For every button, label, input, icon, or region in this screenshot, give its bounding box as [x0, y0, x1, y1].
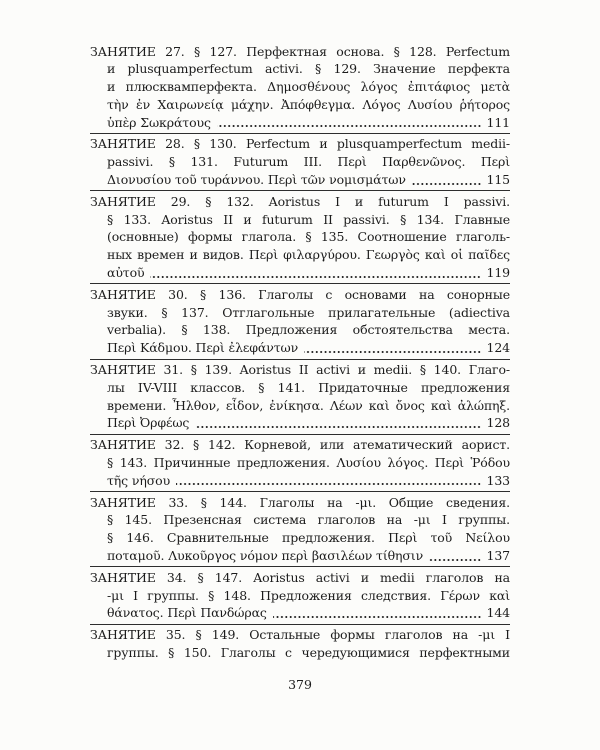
leader-dots — [304, 351, 481, 353]
toc-entry-last-text: Περὶ Κάδμου. Περὶ ἐλεφάντων — [107, 340, 299, 356]
toc-entry-line: -μι I группы. § 148. Предложения следствия. Γέρων καὶ — [107, 587, 510, 603]
toc-entry-heading-line: ЗАНЯТИЕ 27. § 127. Перфектная основа. § 128. Perfectum — [90, 43, 510, 59]
toc-entry-line: § 146. Сравнительные предложения. Περὶ τοῦ Νείλου — [107, 530, 510, 546]
page-reference: 119 — [486, 265, 510, 281]
toc-entry-line: времени. Ἦλθον, εἶδον, ἐνίκησα. Λέων καὶ ὄνος καὶ ἀλώπηξ. — [107, 397, 510, 413]
leader-dots — [429, 559, 481, 561]
toc-entry-heading-line: ЗАНЯТИЕ 31. § 139. Aoristus II activi и medii. § 140. Глаго- — [90, 362, 510, 378]
leader-dots — [412, 183, 482, 185]
toc-entry — [90, 625, 510, 664]
toc-entry-last-text: θάνατος. Περὶ Πανδώρας — [107, 605, 267, 621]
toc-entry — [90, 41, 510, 133]
leader-dots — [217, 125, 482, 127]
toc-entry-heading-line: ЗАНЯТИЕ 29. § 132. Aoristus I и futurum I passivi. — [90, 193, 510, 209]
page-reference: 128 — [486, 415, 510, 431]
toc-entry — [90, 360, 510, 434]
toc-entry-line: и плюсквамперфекта. Δημοσθένους λόγος ἐπιτάφιος μετὰ — [107, 79, 510, 95]
toc-entry-line: лы IV-VIII классов. § 141. Придаточные предложения — [107, 379, 510, 395]
toc-entry-last-line — [107, 171, 510, 189]
toc-entry-line: (основные) формы глагола. § 135. Соотношение глаголь- — [107, 229, 510, 245]
toc-entry-line: passivi. § 131. Futurum III. Περὶ Παρθενῶνος. Περὶ — [107, 154, 510, 170]
toc-entry-last-line — [107, 114, 510, 132]
toc-entry-line: ных времен и видов. Περὶ φιλαργύρου. Γεωργὸς καὶ οἱ παῖδες — [107, 247, 510, 263]
page-reference: 124 — [486, 340, 510, 356]
toc-entry-heading-line: ЗАНЯТИЕ 28. § 130. Perfectum и plusquamperfectum medii- — [90, 136, 510, 152]
toc-entry — [90, 435, 510, 491]
toc-entry-last-text: Διονυσίου τοῦ τυράννου. Περὶ τῶν νομισμάτων — [107, 172, 406, 188]
toc-entry-line: τὴν ἐν Χαιρωνείᾳ μάχην. Ἀπόφθεγμα. Λόγος Λυσίου ῥήτορος — [107, 96, 510, 112]
toc-entry-last-line — [107, 547, 510, 565]
toc-entry-line: и plusquamperfectum activi. § 129. Значение перфекта — [107, 61, 510, 77]
toc-entry-line: группы. § 150. Глаголы с чередующимися перфектными — [107, 645, 510, 660]
table-of-contents — [90, 41, 510, 663]
toc-entry-last-text: τῆς νήσου — [107, 472, 171, 488]
toc-entry-last-line — [107, 339, 510, 357]
leader-dots — [195, 426, 481, 428]
toc-entry-last-line — [107, 472, 510, 490]
toc-entry-line: § 133. Aoristus II и futurum II passivi. § 134. Главные — [107, 211, 510, 227]
page-reference: 144 — [486, 605, 510, 621]
toc-entry-last-line — [107, 264, 510, 282]
page-reference: 111 — [486, 114, 510, 130]
toc-entry — [90, 492, 510, 566]
leader-dots — [273, 616, 482, 618]
toc-entry-last-text: ὑπὲρ Σωκράτους — [107, 114, 211, 130]
toc-entry-last-text: Περὶ Ὀρφέως — [107, 415, 190, 431]
toc-entry-heading-line: ЗАНЯТИЕ 34. § 147. Aoristus activi и medii глаголов на — [90, 569, 510, 585]
toc-entry-line: § 143. Причинные предложения. Λυσίου λόγος. Περὶ Ῥόδου — [107, 455, 510, 471]
toc-entry — [90, 284, 510, 358]
toc-entry-heading-line: ЗАНЯТИЕ 35. § 149. Остальные формы глаголов на -μι I — [90, 627, 510, 643]
toc-entry-heading-line: ЗАНЯТИЕ 30. § 136. Глаголы с основами на сонорные — [90, 286, 510, 302]
toc-entry-line: § 145. Презенсная система глаголов на -μι I группы. — [107, 512, 510, 528]
toc-entry-last-line — [107, 414, 510, 432]
leader-dots — [176, 483, 481, 485]
toc-entry-last-text: ποταμοῦ. Λυκοῦργος νόμον περὶ βασιλέων τίθησιν — [107, 548, 424, 564]
toc-entry-line: звуки. § 137. Отглагольные прилагательные (adiectiva — [107, 304, 510, 320]
toc-entry-line: verbalia). § 138. Предложения обстоятельства места. — [107, 322, 510, 338]
toc-entry — [90, 191, 510, 283]
toc-entry — [90, 134, 510, 190]
page-reference: 115 — [486, 172, 510, 188]
page-reference: 137 — [486, 548, 510, 564]
toc-entry-last-line — [107, 604, 510, 622]
page-number: 379 — [288, 677, 312, 692]
toc-entry-heading-line: ЗАНЯТИЕ 32. § 142. Корневой, или атематический аорист. — [90, 437, 510, 453]
leader-dots — [150, 276, 481, 278]
toc-entry-heading-line: ЗАНЯТИЕ 33. § 144. Глаголы на -μι. Общие сведения. — [90, 494, 510, 510]
page-reference: 133 — [486, 472, 510, 488]
toc-entry — [90, 567, 510, 623]
toc-entry-last-text: αὐτοῦ — [107, 265, 145, 281]
